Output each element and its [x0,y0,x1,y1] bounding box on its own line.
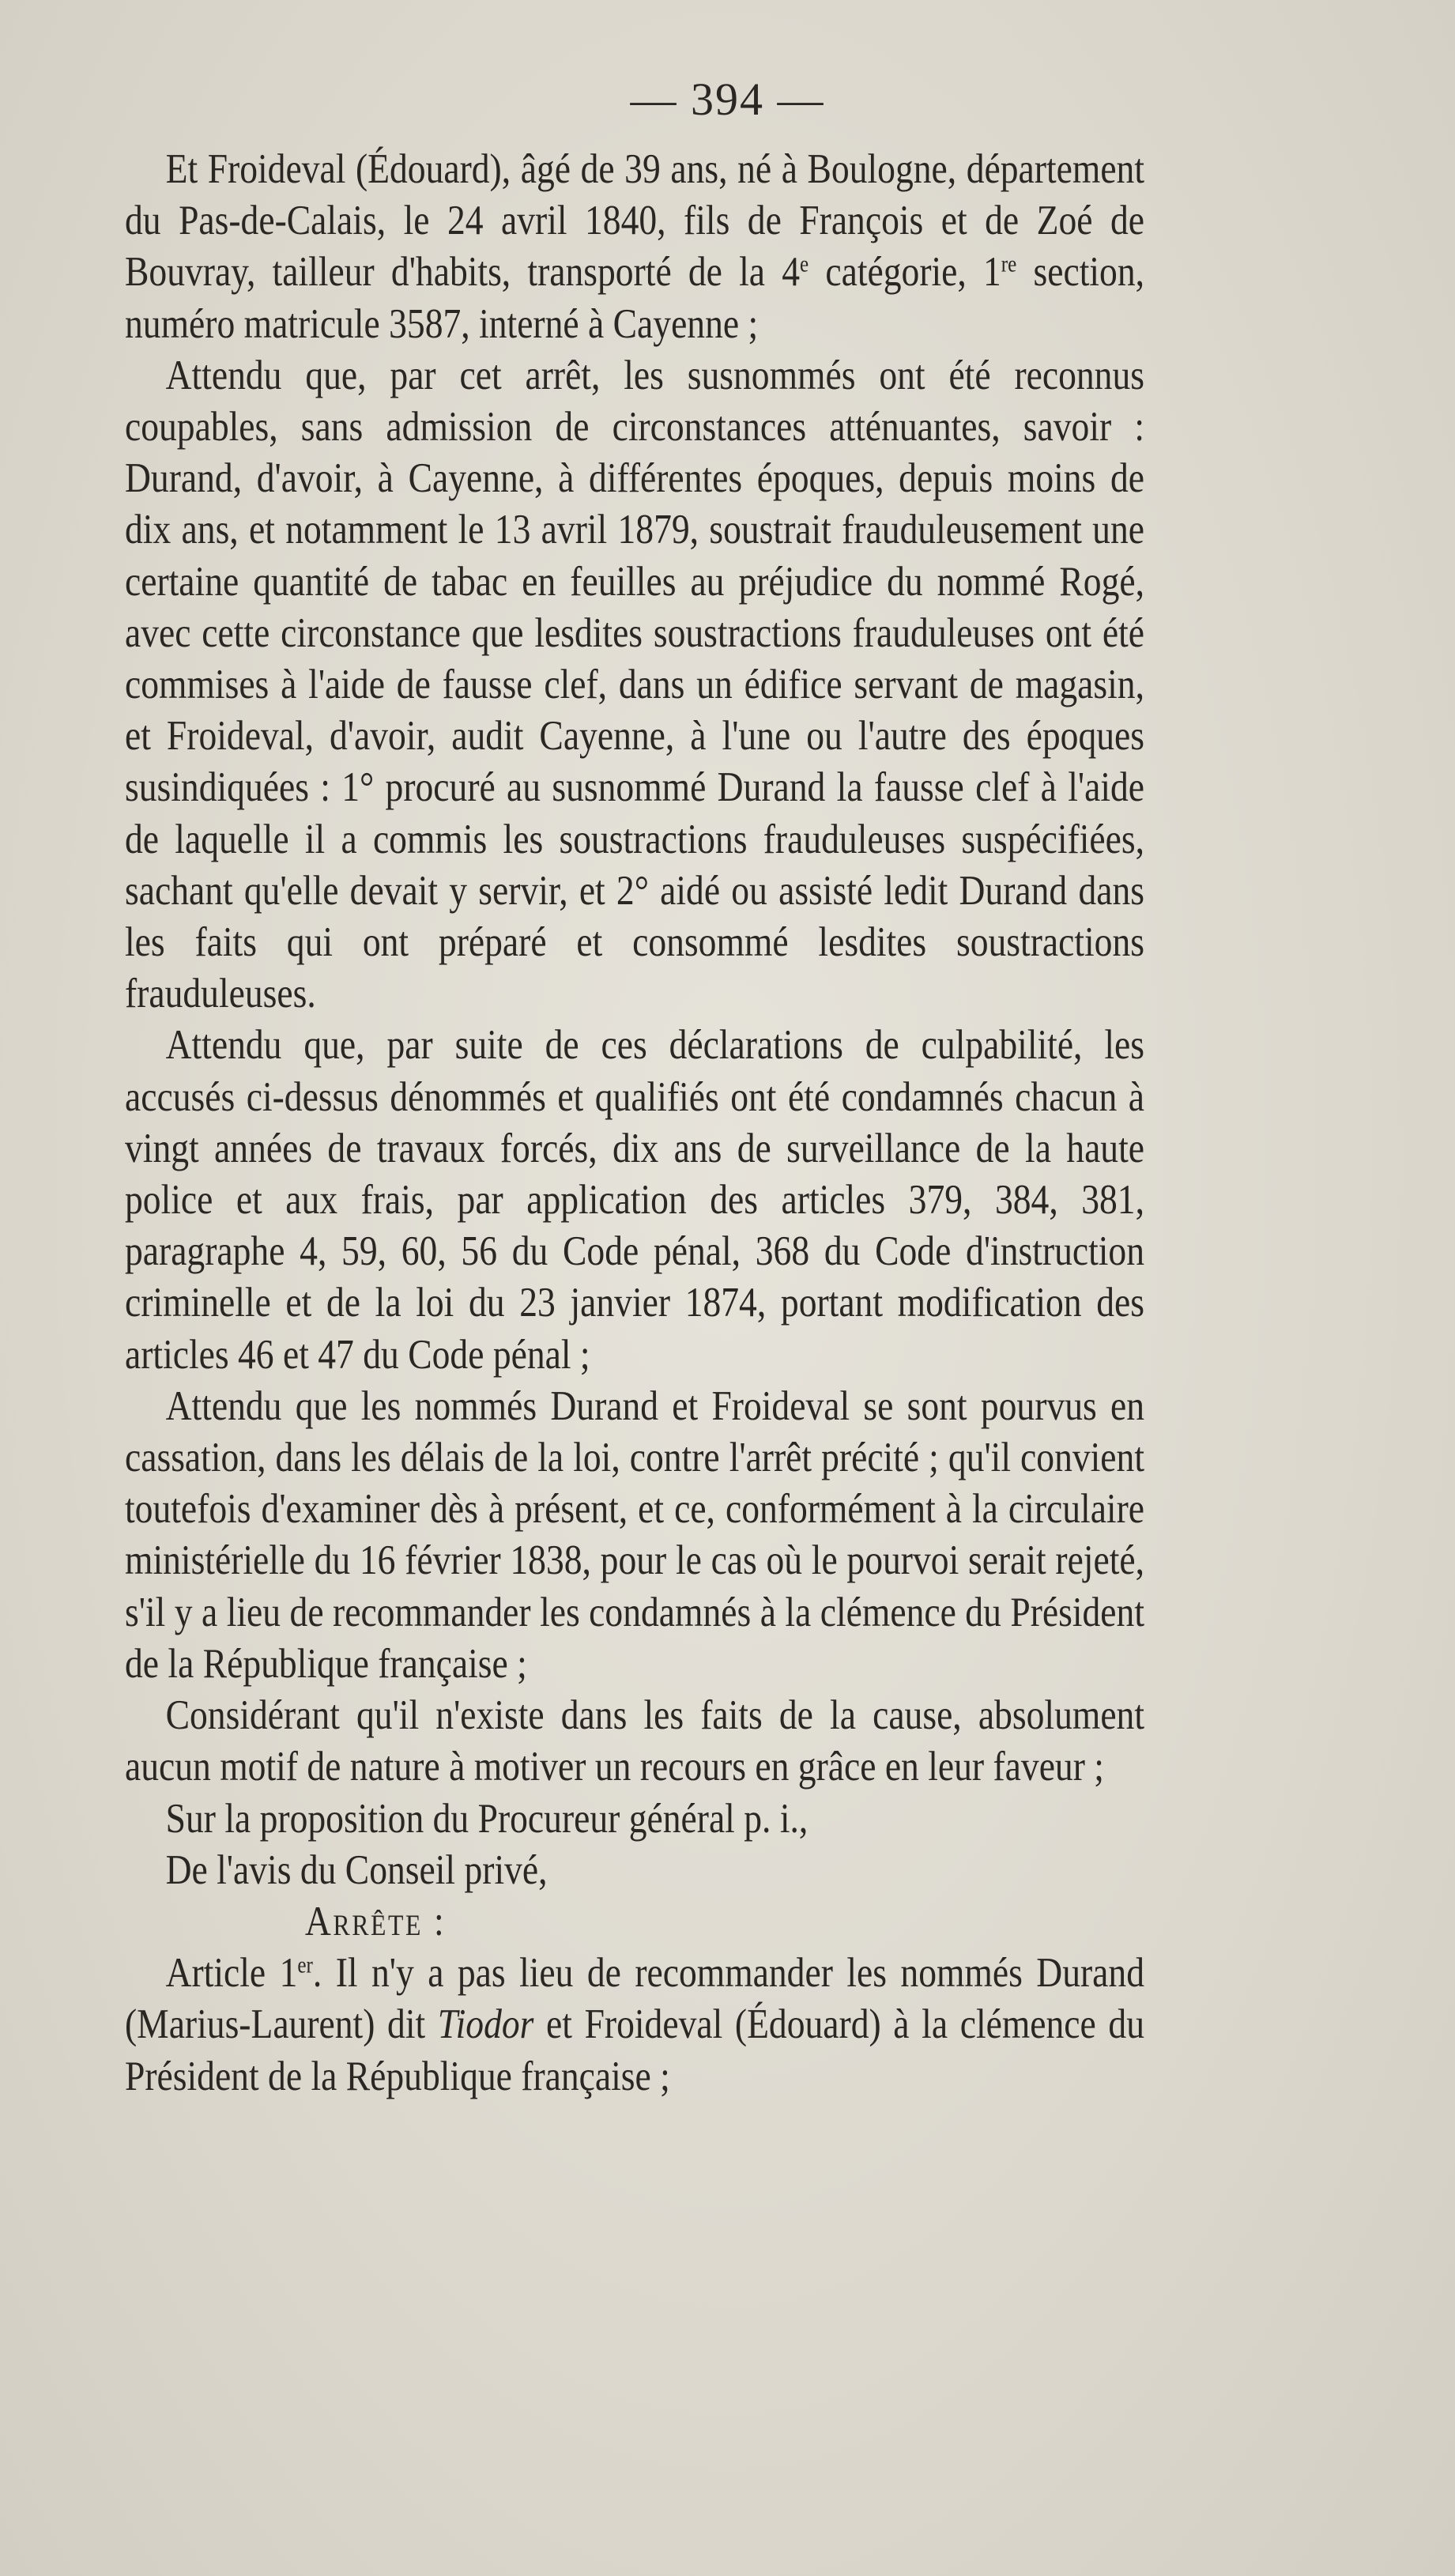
superscript: er [297,1952,313,1978]
section-heading-arrete: Arrête : [304,1898,447,1944]
superscript: re [1001,251,1017,277]
paragraph-attendu-cassation: Attendu que les nommés Durand et Froideval se sont pourvus en cassation, dans les délais de la loi, contre l'arrêt précité ; qu'il convient toutefois d'examiner dès à présent, et ce, conformément à la circulaire ministérielle du 16 février 1838, pour le cas où le pourvoi serait rejeté, s'il y a lieu de recommander les condamnés à la clémence du Président de la République française ; [125,1382,1145,1687]
page-number: — 394 — [630,74,825,125]
paragraph-attendu-condamnes: Attendu que, par suite de ces déclarations de culpabilité, les accusés ci-dessus dénommés et qualifiés ont été condamnés chacun à vingt années de travaux forcés, dix ans de surveillance de la haute police et aux frais, par application des articles 379, 384, 381, paragraphe 4, 59, 60, 56 du Code pénal, 368 du Code d'instruction criminelle et de la loi du 23 janvier 1874, portant modification des articles 46 et 47 du Code pénal ; [125,1022,1145,1378]
paragraph-avis: De l'avis du Conseil privé, [165,1846,548,1893]
paragraph-proposition: Sur la proposition du Procureur général p. i., [165,1795,809,1842]
text-run: section, numéro matricule 3587, interné à Cayenne ; [125,249,1145,347]
text-run: . Il n'y a pas lieu de recommander les nommés Durand (Marius-Laurent) dit [125,1950,1144,2048]
paragraph-attendu-arret: Attendu que, par cet arrêt, les susnommés ont été reconnus coupables, sans admission de circonstances atténuantes, savoir : Durand, d'avoir, à Cayenne, à différentes époques, depuis moins de dix ans, et notamment le 13 avril 1879, soustrait frauduleusement une certaine quantité de tabac en feuilles au préjudice du nommé Rogé, avec cette circonstance que lesdites soustractions frauduleuses ont été commises à l'aide de fausse clef, dans un édifice servant de magasin, et Froideval, d'avoir, audit Cayenne, à l'une ou l'autre des époques susindiquées : 1° procuré au susnommé Durand la fausse clef à l'aide de laquelle il a commis les soustractions frauduleuses suspécifiées, sachant qu'elle devait y servir, et 2° aidé ou assisté ledit Durand dans les faits qui ont préparé et consommé lesdites soustractions frauduleuses. [125,352,1145,1017]
paragraph-considerant: Considérant qu'il n'existe dans les faits de la cause, absolument aucun motif de nature à motiver un recours en grâce en leur faveur ; [125,1692,1145,1790]
superscript: e [800,251,809,277]
text-run: et Froideval (Édouard) à la clémence du Président de la République française ; [125,2001,1144,2099]
italic-name: Tiodor [437,2001,534,2048]
paragraph-froideval [125,144,1144,350]
text-run: catégorie, 1 [809,249,1001,296]
body-text [125,144,1144,2103]
text-run: Article 1 [165,1950,298,1997]
paragraph-article-1 [125,1948,1144,2103]
text-run: Et Froideval (Édouard), âgé de 39 ans, né à Boulogne, département du Pas-de-Calais, le 24 avril 1840, fils de François et de Zoé de Bouvray, tailleur d'habits, transporté de la 4 [125,146,1145,296]
